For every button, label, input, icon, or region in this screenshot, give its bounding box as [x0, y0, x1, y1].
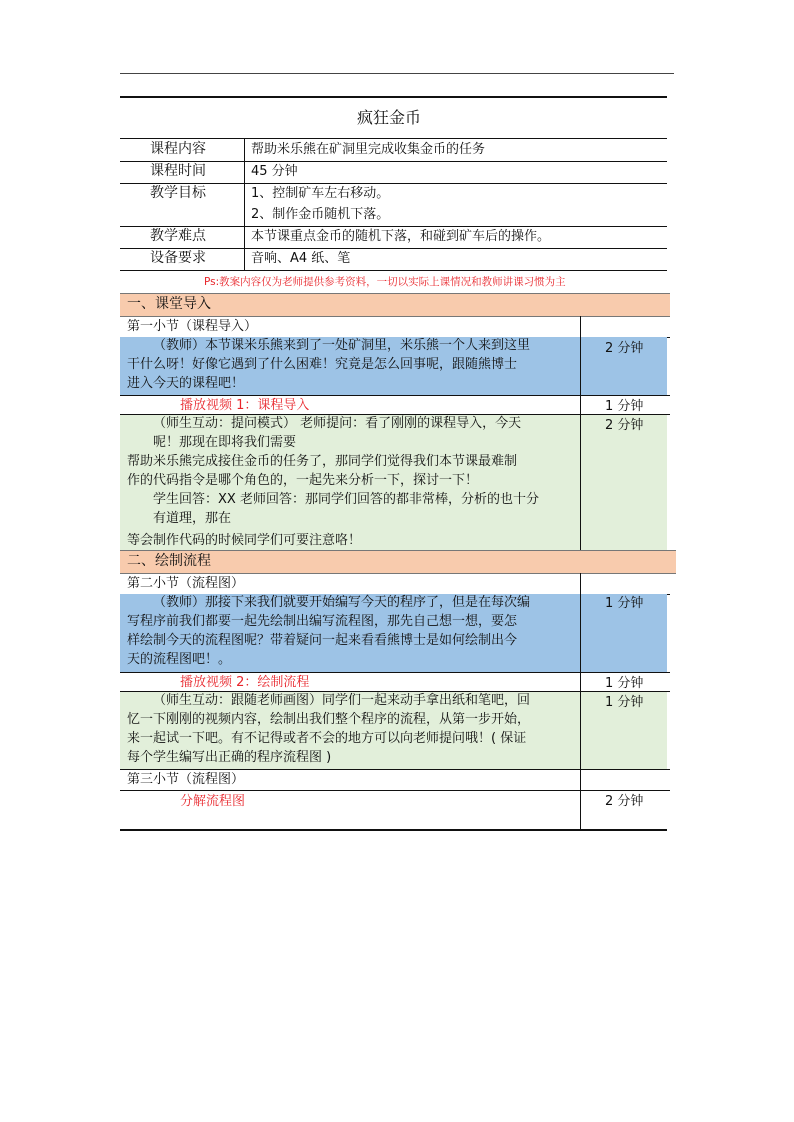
- play-video-link[interactable]: 播放视频 1：课程导入: [180, 398, 310, 413]
- decompose-flowchart-label: 分解流程图: [180, 794, 246, 809]
- title-divider: [120, 138, 667, 139]
- duration-cell: 2 分钟: [605, 418, 644, 433]
- disclaimer-note: Ps:教案内容仅为老师提供参考资料，一切以实际上课情况和教师讲课习惯为主: [204, 276, 566, 288]
- duration-cell: 1 分钟: [605, 676, 644, 691]
- goal-label: 教学目标: [150, 185, 206, 201]
- section2-subheading: 第二小节（流程图）: [127, 576, 245, 591]
- teacher-text-line: （教师）本节课米乐熊来到了一处矿洞里，米乐熊一个人来到这里: [153, 338, 531, 353]
- interaction-text-line: 忆一下刚刚的视频内容，绘制出我们整个程序的流程，从第一步开始，: [127, 712, 531, 727]
- interaction-text-line: （师生互动：提问模式） 老师提问：看了刚刚的课程导入，今天: [153, 416, 522, 431]
- teacher-text-line: （教师）那接下来我们就要开始编写今天的程序了，但是在每次编: [153, 595, 531, 610]
- interaction-text-line: 学生回答：XX 老师回答：那同学们回答的都非常棒，分析的也十分: [153, 492, 539, 507]
- duration-cell: 1 分钟: [605, 399, 644, 414]
- teacher-text-line: 进入今天的课程吧！: [127, 376, 245, 391]
- interaction-text-line: 等会制作代码的时候同学们可要注意咯！: [127, 533, 362, 548]
- time-column-divider: [580, 316, 581, 550]
- difficulty-label: 教学难点: [150, 228, 206, 244]
- interaction-text-line: 帮助米乐熊完成接住金币的任务了，那同学们觉得我们本节课最难制: [127, 454, 518, 469]
- info-column-divider: [244, 138, 245, 270]
- duration-cell: 1 分钟: [605, 695, 644, 710]
- row-divider: [120, 293, 670, 294]
- duration-cell: 2 分钟: [605, 794, 644, 809]
- table-top-border: [120, 96, 667, 98]
- goal-item: 1、控制矿车左右移动。: [251, 186, 390, 201]
- interaction-text-line: （师生互动：跟随老师画图）同学们一起来动手拿出纸和笔吧，回: [153, 693, 531, 708]
- equipment-label: 设备要求: [150, 250, 206, 266]
- interaction-text-line: 来一起试一下吧。有不记得或者不会的地方可以向老师提问哦！( 保证: [127, 731, 527, 746]
- section3-subheading: 第三小节（流程图）: [127, 772, 245, 787]
- row-divider: [120, 790, 670, 791]
- interaction-text-line: 作的代码指令是哪个角色的，一起先来分析一下，探讨一下！: [127, 473, 479, 488]
- duration-cell: 2 分钟: [605, 341, 644, 356]
- play-video-link[interactable]: 播放视频 2：绘制流程: [180, 675, 310, 690]
- interaction-text-line: 呢！那现在即将我们需要: [153, 435, 297, 450]
- interaction-text-line: 每个学生编写出正确的程序流程图 ): [127, 750, 332, 765]
- time-value: 45 分钟: [251, 164, 298, 179]
- interaction-text-line: 有道理，那在: [153, 511, 232, 526]
- page-title: 疯狂金币: [357, 108, 422, 127]
- section1-header: 一、课堂导入: [127, 296, 211, 312]
- teacher-text-line: 写程序前我们都要一起先绘制出编写流程图，那先自己想一想，要怎: [127, 614, 518, 629]
- section2-header: 二、绘制流程: [127, 553, 211, 569]
- goal-item: 2、制作金币随机下落。: [251, 207, 390, 222]
- time-label: 课程时间: [150, 163, 206, 179]
- equipment-value: 音响、A4 纸、笔: [251, 251, 351, 266]
- teacher-text-line: 样绘制今天的流程图呢？带着疑问一起来看看熊博士是如何绘制出今: [127, 633, 518, 648]
- duration-cell: 1 分钟: [605, 596, 644, 611]
- teacher-text-line: 干什么呀！好像它遇到了什么困难！究竟是怎么回事呢，跟随熊博士: [127, 357, 518, 372]
- section1-subheading: 第一小节（课程导入）: [127, 319, 258, 334]
- content-value: 帮助米乐熊在矿洞里完成收集金币的任务: [251, 142, 486, 157]
- row-divider: [120, 270, 667, 271]
- content-label: 课程内容: [150, 141, 206, 157]
- row-divider: [120, 550, 676, 551]
- header-rule: [120, 73, 674, 74]
- interaction-time-bg: [581, 415, 667, 550]
- time-column-divider: [580, 573, 581, 830]
- teacher-text-line: 天的流程图吧！。: [127, 652, 232, 667]
- difficulty-value: 本节课重点金币的随机下落，和碰到矿车后的操作。: [251, 229, 551, 244]
- table-bottom-border: [120, 829, 667, 831]
